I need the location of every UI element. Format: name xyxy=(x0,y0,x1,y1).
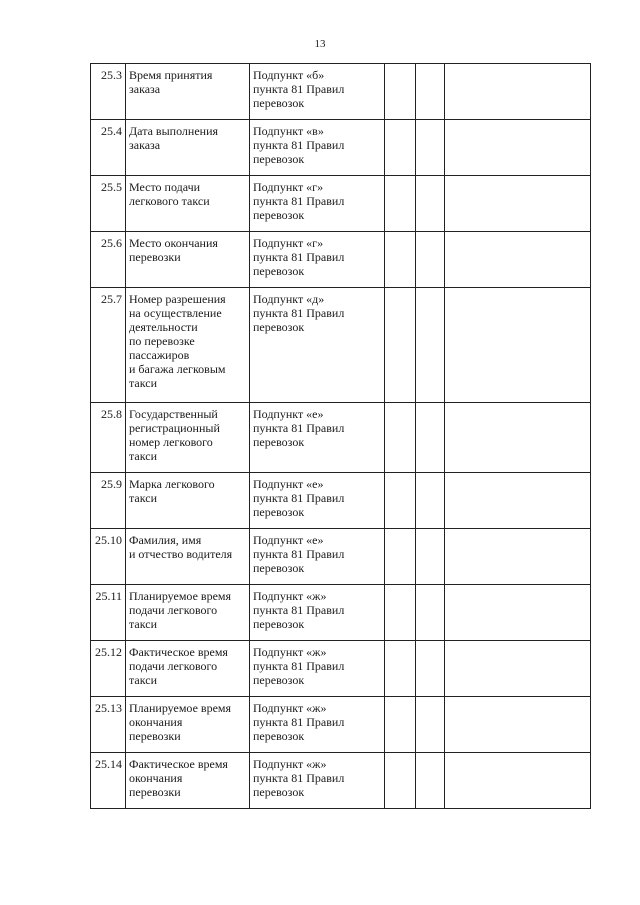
empty-cell xyxy=(385,641,416,697)
legal-reference: Подпункт «д» пункта 81 Правил перевозок xyxy=(253,292,345,334)
row-number: 25.4 xyxy=(91,120,126,176)
empty-cell xyxy=(385,64,416,120)
field-name: Планируемое время окончания перевозки xyxy=(129,701,232,743)
row-number: 25.9 xyxy=(91,473,126,529)
legal-reference: Подпункт «г» пункта 81 Правил перевозок xyxy=(253,180,345,222)
empty-cell xyxy=(385,288,416,403)
empty-cell xyxy=(416,403,445,473)
legal-reference: Подпункт «в» пункта 81 Правил перевозок xyxy=(253,124,345,166)
legal-reference: Подпункт «е» пункта 81 Правил перевозок xyxy=(253,477,345,519)
legal-reference: Подпункт «ж» пункта 81 Правил перевозок xyxy=(253,701,345,743)
empty-cell xyxy=(416,232,445,288)
empty-cell xyxy=(445,232,591,288)
row-number: 25.14 xyxy=(91,753,126,809)
field-name: Фактическое время окончания перевозки xyxy=(129,757,228,799)
table-row xyxy=(91,753,591,809)
empty-cell xyxy=(445,585,591,641)
legal-reference: Подпункт «е» пункта 81 Правил перевозок xyxy=(253,533,345,575)
table-row xyxy=(91,697,591,753)
legal-reference: Подпункт «ж» пункта 81 Правил перевозок xyxy=(253,589,345,631)
table-row xyxy=(91,585,591,641)
empty-cell xyxy=(416,288,445,403)
empty-cell xyxy=(385,473,416,529)
empty-cell xyxy=(445,176,591,232)
row-number: 25.5 xyxy=(91,176,126,232)
empty-cell xyxy=(445,529,591,585)
empty-cell xyxy=(416,585,445,641)
empty-cell xyxy=(445,64,591,120)
legal-reference: Подпункт «г» пункта 81 Правил перевозок xyxy=(253,236,345,278)
empty-cell xyxy=(416,753,445,809)
row-number: 25.13 xyxy=(91,697,126,753)
empty-cell xyxy=(416,697,445,753)
row-number: 25.11 xyxy=(91,585,126,641)
empty-cell xyxy=(445,288,591,403)
legal-reference: Подпункт «е» пункта 81 Правил перевозок xyxy=(253,407,345,449)
empty-cell xyxy=(385,120,416,176)
requirements-table xyxy=(90,63,591,809)
field-name: Место окончания перевозки xyxy=(129,236,218,264)
empty-cell xyxy=(445,120,591,176)
row-number: 25.10 xyxy=(91,529,126,585)
table-row xyxy=(91,529,591,585)
field-name: Планируемое время подачи легкового такси xyxy=(129,589,232,631)
empty-cell xyxy=(416,641,445,697)
empty-cell xyxy=(445,641,591,697)
field-name: Время принятия заказа xyxy=(129,68,213,96)
empty-cell xyxy=(445,403,591,473)
field-name: Марка легкового такси xyxy=(129,477,215,505)
legal-reference: Подпункт «ж» пункта 81 Правил перевозок xyxy=(253,645,345,687)
empty-cell xyxy=(385,232,416,288)
field-name: Государственный регистрационный номер легкового такси xyxy=(129,407,220,463)
empty-cell xyxy=(385,403,416,473)
row-number: 25.8 xyxy=(91,403,126,473)
empty-cell xyxy=(416,120,445,176)
field-name: Фактическое время подачи легкового такси xyxy=(129,645,228,687)
empty-cell xyxy=(445,473,591,529)
empty-cell xyxy=(445,753,591,809)
empty-cell xyxy=(385,529,416,585)
empty-cell xyxy=(385,753,416,809)
table-row xyxy=(91,176,591,232)
field-name: Место подачи легкового такси xyxy=(129,180,210,208)
empty-cell xyxy=(416,473,445,529)
table-row xyxy=(91,473,591,529)
empty-cell xyxy=(385,585,416,641)
table-row xyxy=(91,120,591,176)
page-number: 13 xyxy=(314,38,326,50)
table-row xyxy=(91,64,591,120)
empty-cell xyxy=(416,529,445,585)
field-name: Номер разрешения на осуществление деятельности по перевозке пассажиров и багажа легковым такси xyxy=(129,292,226,390)
legal-reference: Подпункт «б» пункта 81 Правил перевозок xyxy=(253,68,345,110)
empty-cell xyxy=(416,176,445,232)
legal-reference: Подпункт «ж» пункта 81 Правил перевозок xyxy=(253,757,345,799)
table-row xyxy=(91,232,591,288)
field-name: Фамилия, имя и отчество водителя xyxy=(129,533,233,561)
table-row xyxy=(91,403,591,473)
row-number: 25.3 xyxy=(91,64,126,120)
row-number: 25.6 xyxy=(91,232,126,288)
empty-cell xyxy=(416,64,445,120)
empty-cell xyxy=(385,176,416,232)
row-number: 25.12 xyxy=(91,641,126,697)
table-row xyxy=(91,288,591,403)
field-name: Дата выполнения заказа xyxy=(129,124,219,152)
table-row xyxy=(91,641,591,697)
empty-cell xyxy=(385,697,416,753)
empty-cell xyxy=(445,697,591,753)
row-number: 25.7 xyxy=(91,288,126,403)
